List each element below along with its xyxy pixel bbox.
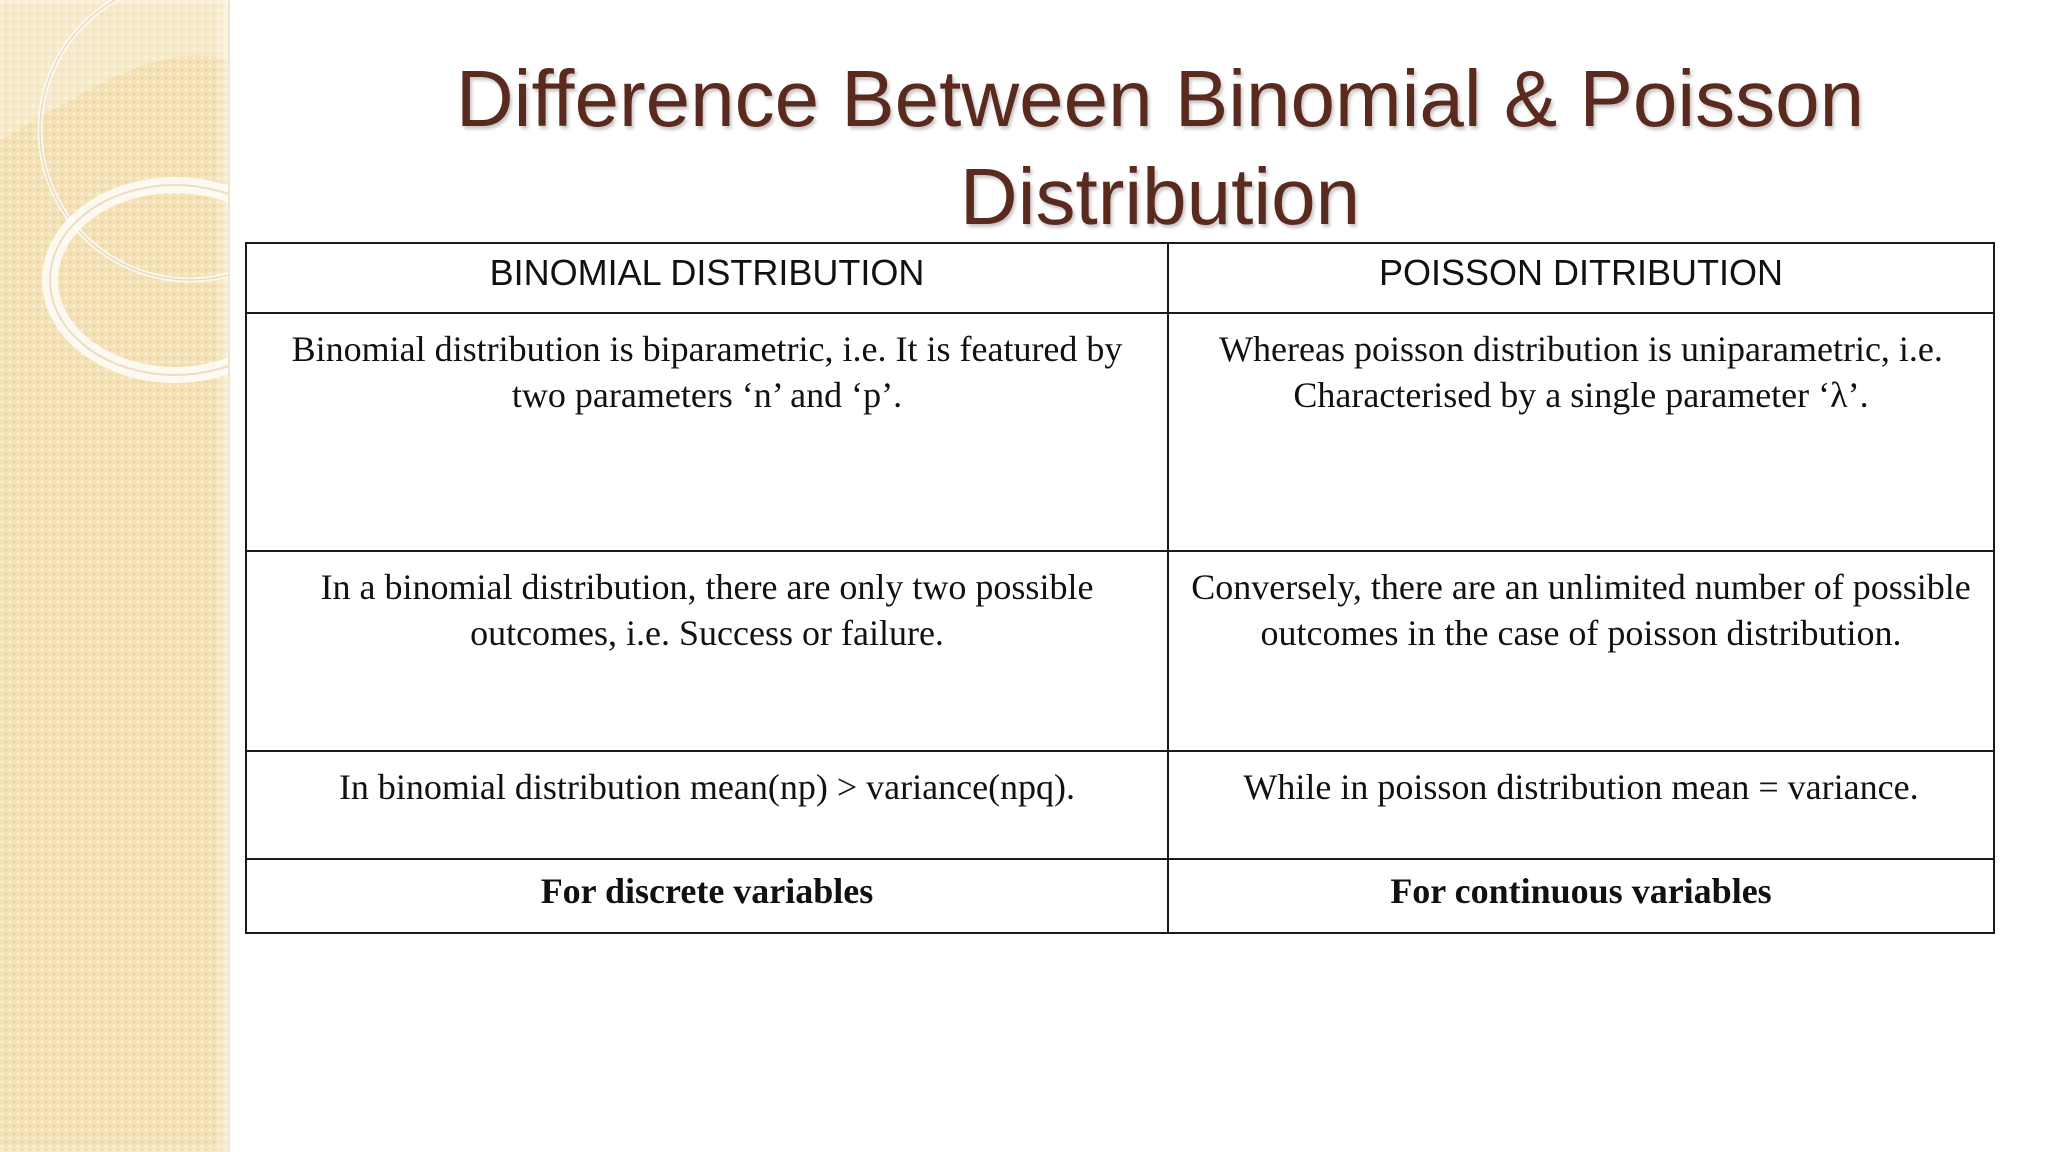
table-header-row	[246, 243, 1994, 313]
table-cell-poisson: Conversely, there are an unlimited number of possible outcomes in the case of poisson distribution.	[1168, 551, 1994, 751]
table-cell-poisson: For continuous variables	[1168, 859, 1994, 933]
comparison-table	[245, 242, 1995, 934]
table-cell-binomial: In binomial distribution mean(np) > variance(npq).	[246, 751, 1168, 859]
decorative-rings-graphic	[0, 0, 228, 420]
table-row	[246, 751, 1994, 859]
decorative-sidebar	[0, 0, 230, 1152]
column-header-binomial: BINOMIAL DISTRIBUTION	[246, 243, 1168, 313]
table-cell-poisson: Whereas poisson distribution is uniparametric, i.e. Characterised by a single parameter ‘λ’.	[1168, 313, 1994, 551]
table-row	[246, 551, 1994, 751]
slide-title-line-1: Difference Between Binomial & Poisson	[455, 54, 1865, 143]
slide-title-line-2: Distribution	[959, 152, 1361, 241]
column-header-poisson: POISSON DITRIBUTION	[1168, 243, 1994, 313]
table-cell-binomial: For discrete variables	[246, 859, 1168, 933]
table-row	[246, 859, 1994, 933]
table-cell-poisson: While in poisson distribution mean = variance.	[1168, 751, 1994, 859]
table-cell-binomial: In a binomial distribution, there are only two possible outcomes, i.e. Success or failure.	[246, 551, 1168, 751]
table-cell-binomial: Binomial distribution is biparametric, i.e. It is featured by two parameters ‘n’ and ‘p’.	[246, 313, 1168, 551]
slide-title	[240, 50, 2048, 246]
table-row	[246, 313, 1994, 551]
